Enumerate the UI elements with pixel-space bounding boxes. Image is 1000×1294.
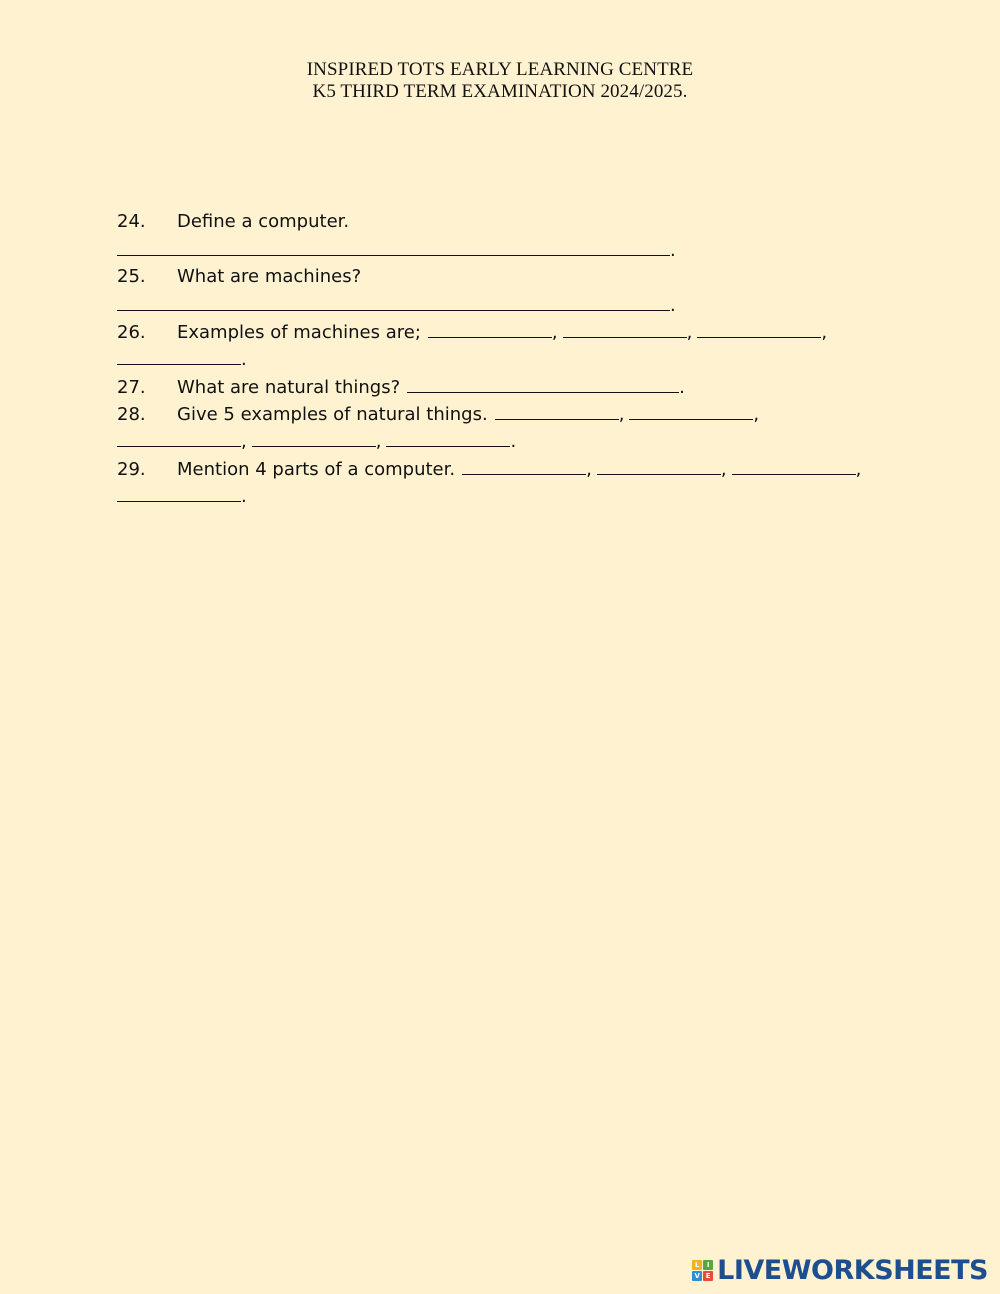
- question-number: 24.: [117, 211, 146, 232]
- period: .: [241, 485, 247, 507]
- question-25: [117, 263, 897, 318]
- question-number: 27.: [117, 376, 146, 398]
- logo-letter: V: [692, 1271, 702, 1281]
- answer-blank[interactable]: [462, 454, 586, 475]
- question-number: 26.: [117, 322, 146, 344]
- logo-text: LIVEWORKSHEETS: [717, 1254, 988, 1286]
- answer-blank[interactable]: [117, 235, 670, 256]
- comma: ,: [618, 404, 625, 426]
- logo-letter: L: [692, 1260, 702, 1270]
- question-text: Mention 4 parts of a computer.: [177, 458, 456, 480]
- question-24: [117, 208, 897, 263]
- answer-blank[interactable]: [117, 426, 241, 447]
- worksheet-header: [0, 59, 1000, 103]
- answer-blank[interactable]: [563, 317, 687, 338]
- logo-letter: E: [703, 1271, 713, 1281]
- question-text: Examples of machines are;: [177, 322, 421, 344]
- question-27: [117, 372, 897, 399]
- question-text: What are machines?: [177, 265, 362, 287]
- period: .: [670, 240, 676, 262]
- comma: ,: [375, 431, 382, 453]
- comma: ,: [241, 431, 247, 453]
- question-list: [117, 208, 897, 508]
- comma: ,: [855, 458, 862, 480]
- question-text: Give 5 examples of natural things.: [177, 404, 488, 426]
- comma: ,: [720, 458, 727, 480]
- question-28: [117, 399, 897, 454]
- answer-blank[interactable]: [629, 399, 753, 420]
- question-number: 28.: [117, 404, 146, 426]
- answer-blank[interactable]: [407, 372, 679, 393]
- answer-blank[interactable]: [697, 317, 821, 338]
- answer-blank[interactable]: [732, 454, 856, 475]
- period: .: [241, 349, 247, 371]
- school-name: INSPIRED TOTS EARLY LEARNING CENTRE: [306, 59, 694, 80]
- answer-blank[interactable]: [428, 317, 552, 338]
- comma: ,: [821, 322, 828, 344]
- comma: ,: [551, 322, 558, 344]
- question-text: Define a computer.: [177, 211, 350, 232]
- logo-letter: I: [703, 1260, 713, 1270]
- answer-blank[interactable]: [386, 426, 510, 447]
- question-text: What are natural things?: [177, 376, 401, 398]
- question-26: [117, 317, 897, 372]
- logo-mark-icon: [692, 1260, 713, 1281]
- comma: ,: [753, 404, 760, 426]
- answer-blank[interactable]: [117, 344, 241, 365]
- question-29: [117, 454, 897, 509]
- period: .: [679, 376, 685, 398]
- answer-blank[interactable]: [252, 426, 376, 447]
- question-number: 25.: [117, 265, 146, 287]
- comma: ,: [686, 322, 693, 344]
- answer-blank[interactable]: [117, 481, 241, 502]
- question-number: 29.: [117, 458, 146, 480]
- period: .: [670, 294, 676, 316]
- answer-blank[interactable]: [597, 454, 721, 475]
- answer-blank[interactable]: [495, 399, 619, 420]
- exam-title: K5 THIRD TERM EXAMINATION 2024/2025.: [312, 81, 688, 102]
- period: .: [510, 431, 517, 453]
- answer-blank[interactable]: [117, 290, 670, 311]
- comma: ,: [586, 458, 592, 480]
- liveworksheets-logo: [692, 1256, 988, 1284]
